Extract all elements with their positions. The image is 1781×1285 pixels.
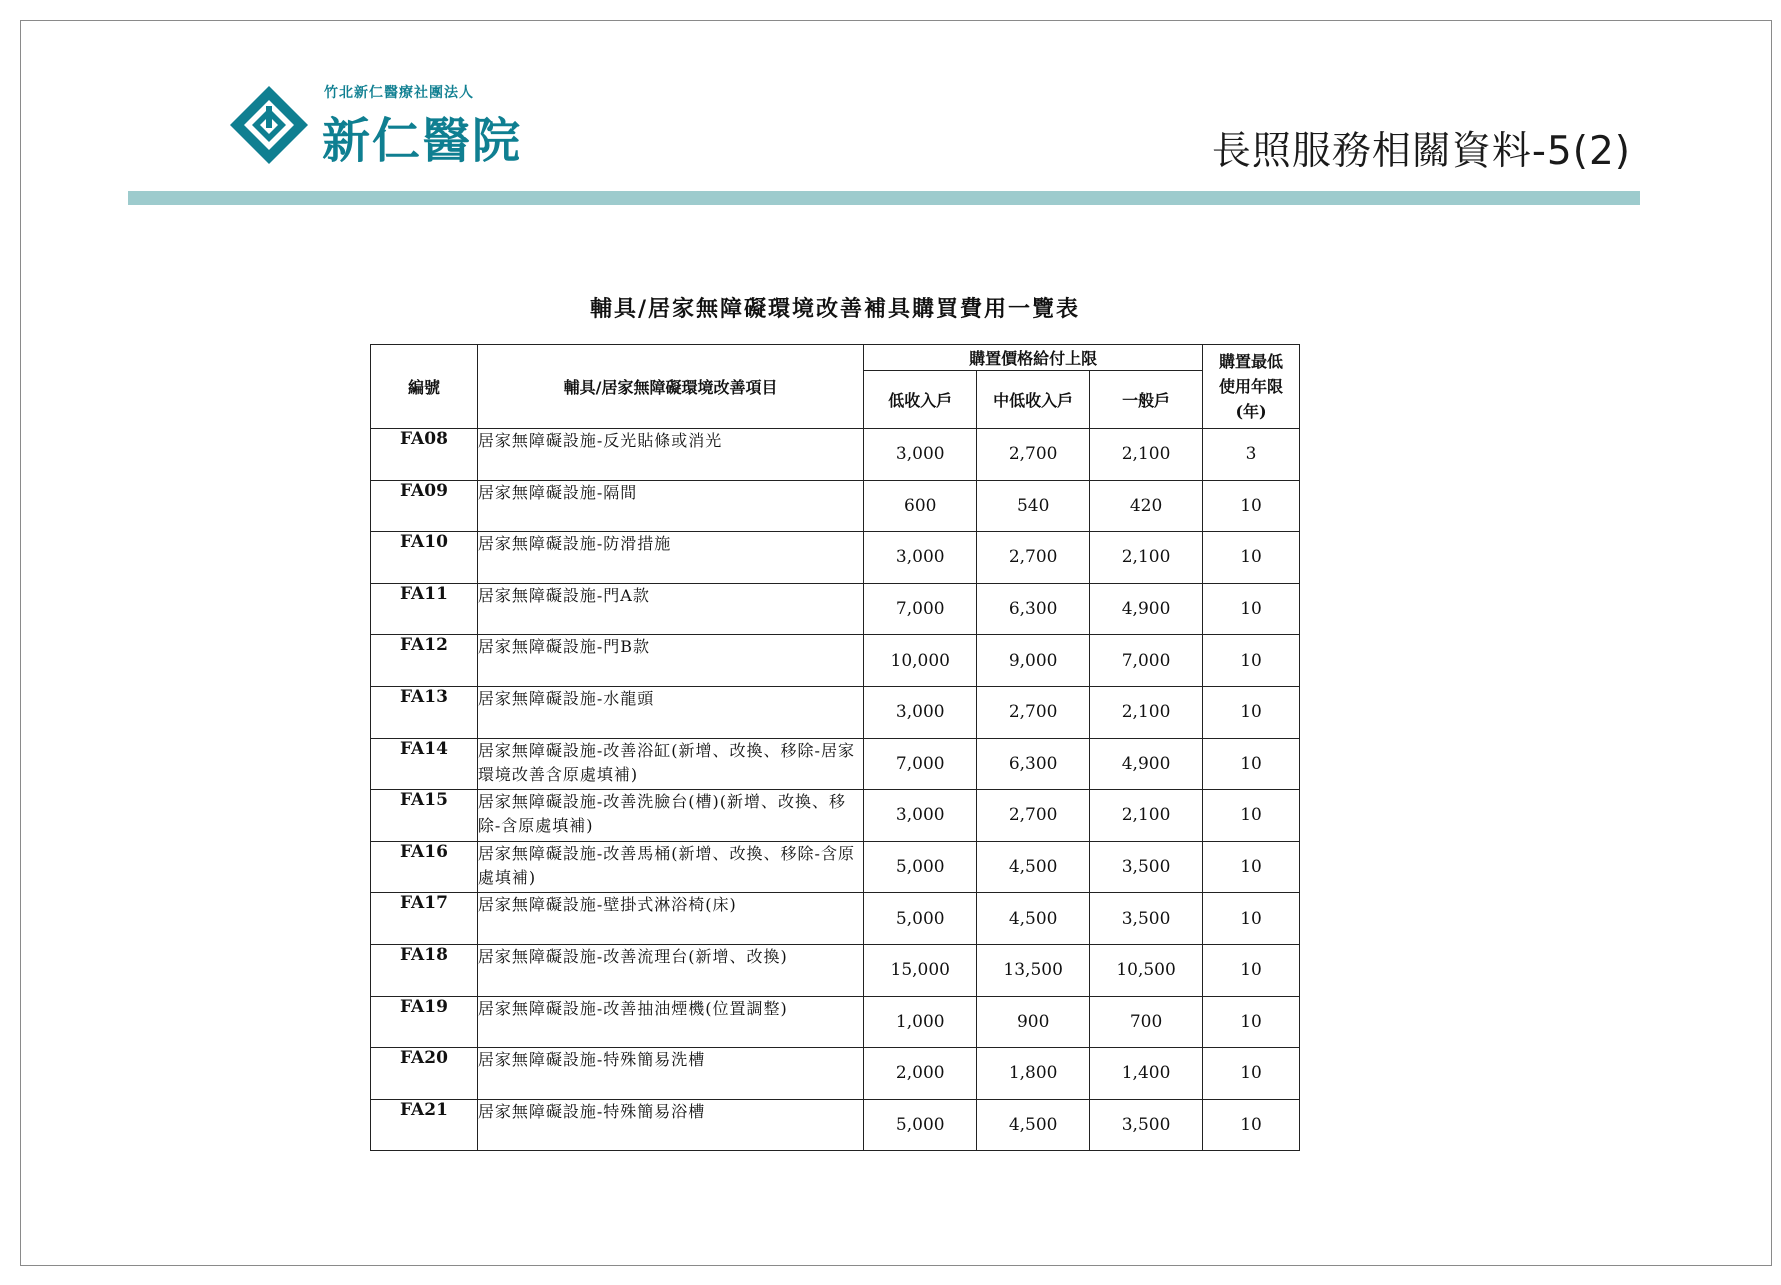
row-general-price: 700: [1090, 996, 1203, 1048]
row-low-income-price: 2,000: [864, 1048, 977, 1100]
fee-table: [370, 344, 1300, 1151]
row-mid-low-income-price: 2,700: [977, 686, 1090, 738]
row-min-years: 10: [1203, 841, 1300, 893]
header-code: 編號: [371, 345, 478, 429]
row-general-price: 2,100: [1090, 532, 1203, 584]
table-row: [371, 686, 1300, 738]
row-min-years: 10: [1203, 635, 1300, 687]
row-general-price: 3,500: [1090, 893, 1203, 945]
row-general-price: 3,500: [1090, 841, 1203, 893]
table-row: [371, 532, 1300, 584]
row-item: 居家無障礙設施-壁掛式淋浴椅(床): [477, 893, 863, 945]
row-general-price: 420: [1090, 480, 1203, 532]
row-code: FA10: [371, 532, 478, 584]
row-code: FA11: [371, 583, 478, 635]
row-min-years: 10: [1203, 996, 1300, 1048]
row-general-price: 2,100: [1090, 686, 1203, 738]
table-row: [371, 738, 1300, 790]
row-mid-low-income-price: 2,700: [977, 532, 1090, 584]
row-low-income-price: 7,000: [864, 738, 977, 790]
table-row: [371, 944, 1300, 996]
row-code: FA20: [371, 1048, 478, 1100]
header-general: 一般戶: [1090, 371, 1203, 429]
row-item: 居家無障礙設施-門B款: [477, 635, 863, 687]
table-row: [371, 429, 1300, 481]
header-divider-bar: [128, 191, 1640, 205]
row-low-income-price: 5,000: [864, 841, 977, 893]
header-min-years: 購置最低使用年限(年): [1203, 345, 1300, 429]
row-item: 居家無障礙設施-改善浴缸(新增、改換、移除-居家環境改善含原處填補): [477, 738, 863, 790]
fee-table-body: [371, 429, 1300, 1151]
row-code: FA21: [371, 1099, 478, 1151]
row-mid-low-income-price: 4,500: [977, 893, 1090, 945]
row-item: 居家無障礙設施-改善馬桶(新增、改換、移除-含原處填補): [477, 841, 863, 893]
table-row: [371, 790, 1300, 842]
row-min-years: 10: [1203, 738, 1300, 790]
row-code: FA15: [371, 790, 478, 842]
table-row: [371, 841, 1300, 893]
row-item: 居家無障礙設施-隔間: [477, 480, 863, 532]
row-code: FA19: [371, 996, 478, 1048]
row-code: FA13: [371, 686, 478, 738]
row-item: 居家無障礙設施-特殊簡易洗槽: [477, 1048, 863, 1100]
row-item: 居家無障礙設施-反光貼條或消光: [477, 429, 863, 481]
row-item: 居家無障礙設施-改善洗臉台(槽)(新增、改換、移除-含原處填補): [477, 790, 863, 842]
table-row: [371, 1048, 1300, 1100]
row-low-income-price: 1,000: [864, 996, 977, 1048]
row-general-price: 7,000: [1090, 635, 1203, 687]
row-mid-low-income-price: 2,700: [977, 429, 1090, 481]
row-general-price: 2,100: [1090, 790, 1203, 842]
row-min-years: 10: [1203, 944, 1300, 996]
diamond-logo-icon: [228, 84, 310, 166]
table-row: [371, 893, 1300, 945]
logo-subtitle: 竹北新仁醫療社團法人: [324, 85, 474, 101]
row-mid-low-income-price: 4,500: [977, 1099, 1090, 1151]
table-row: [371, 1099, 1300, 1151]
row-general-price: 2,100: [1090, 429, 1203, 481]
row-min-years: 10: [1203, 686, 1300, 738]
header-mid-low-income: 中低收入戶: [977, 371, 1090, 429]
row-min-years: 10: [1203, 1048, 1300, 1100]
page-title: 長照服務相關資料-5(2): [1211, 129, 1631, 174]
row-low-income-price: 7,000: [864, 583, 977, 635]
row-min-years: 10: [1203, 790, 1300, 842]
row-min-years: 3: [1203, 429, 1300, 481]
table-row: [371, 480, 1300, 532]
row-min-years: 10: [1203, 1099, 1300, 1151]
table-row: [371, 583, 1300, 635]
row-low-income-price: 3,000: [864, 790, 977, 842]
row-low-income-price: 15,000: [864, 944, 977, 996]
row-low-income-price: 3,000: [864, 429, 977, 481]
row-min-years: 10: [1203, 893, 1300, 945]
row-low-income-price: 600: [864, 480, 977, 532]
row-general-price: 3,500: [1090, 1099, 1203, 1151]
row-min-years: 10: [1203, 583, 1300, 635]
row-mid-low-income-price: 6,300: [977, 738, 1090, 790]
row-mid-low-income-price: 6,300: [977, 583, 1090, 635]
row-item: 居家無障礙設施-防滑措施: [477, 532, 863, 584]
row-item: 居家無障礙設施-改善流理台(新增、改換): [477, 944, 863, 996]
row-item: 居家無障礙設施-門A款: [477, 583, 863, 635]
row-general-price: 10,500: [1090, 944, 1203, 996]
row-general-price: 4,900: [1090, 738, 1203, 790]
row-code: FA12: [371, 635, 478, 687]
row-general-price: 1,400: [1090, 1048, 1203, 1100]
table-row: [371, 635, 1300, 687]
logo-name: 新仁醫院: [322, 113, 523, 169]
row-mid-low-income-price: 2,700: [977, 790, 1090, 842]
row-low-income-price: 5,000: [864, 1099, 977, 1151]
header-price-group: 購置價格給付上限: [864, 345, 1203, 371]
header-item: 輔具/居家無障礙環境改善項目: [477, 345, 863, 429]
row-item: 居家無障礙設施-改善抽油煙機(位置調整): [477, 996, 863, 1048]
row-low-income-price: 3,000: [864, 532, 977, 584]
table-title: 輔具/居家無障礙環境改善補具購買費用一覽表: [589, 296, 1081, 322]
row-code: FA08: [371, 429, 478, 481]
row-code: FA14: [371, 738, 478, 790]
row-low-income-price: 3,000: [864, 686, 977, 738]
row-code: FA16: [371, 841, 478, 893]
row-item: 居家無障礙設施-水龍頭: [477, 686, 863, 738]
row-mid-low-income-price: 540: [977, 480, 1090, 532]
row-code: FA18: [371, 944, 478, 996]
row-code: FA09: [371, 480, 478, 532]
row-low-income-price: 10,000: [864, 635, 977, 687]
row-mid-low-income-price: 13,500: [977, 944, 1090, 996]
row-item: 居家無障礙設施-特殊簡易浴槽: [477, 1099, 863, 1151]
row-min-years: 10: [1203, 480, 1300, 532]
row-code: FA17: [371, 893, 478, 945]
row-low-income-price: 5,000: [864, 893, 977, 945]
row-mid-low-income-price: 900: [977, 996, 1090, 1048]
row-general-price: 4,900: [1090, 583, 1203, 635]
row-min-years: 10: [1203, 532, 1300, 584]
row-mid-low-income-price: 1,800: [977, 1048, 1090, 1100]
row-mid-low-income-price: 9,000: [977, 635, 1090, 687]
header-low-income: 低收入戶: [864, 371, 977, 429]
table-row: [371, 996, 1300, 1048]
row-mid-low-income-price: 4,500: [977, 841, 1090, 893]
